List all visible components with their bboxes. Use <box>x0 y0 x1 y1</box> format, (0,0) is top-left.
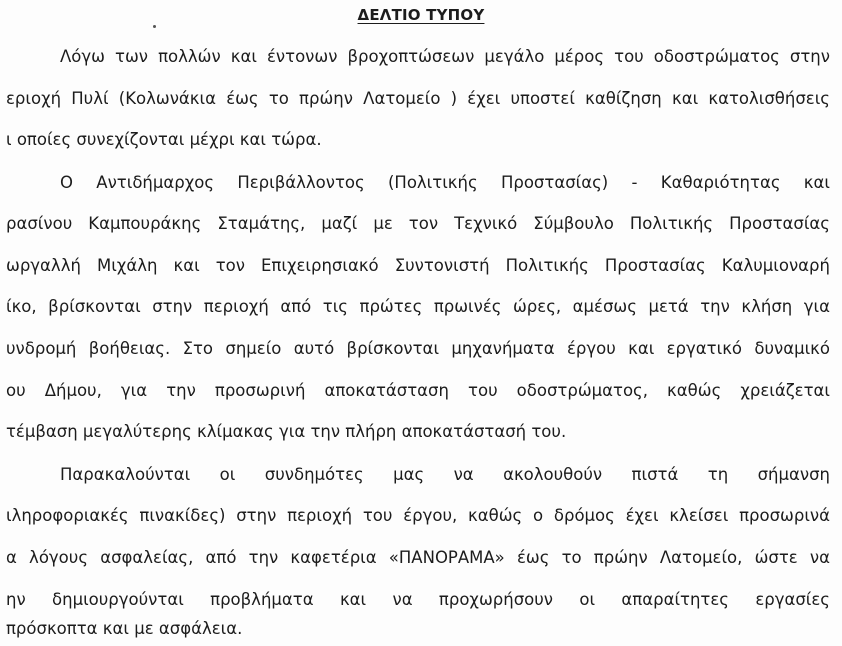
paragraph-3-line-3: α λόγους ασφαλείας, από την καφετέρια «ΠΑΝΟΡΑΜΑ» έως το πρώην Λατομείο, ώστε να <box>6 548 830 567</box>
paragraph-2-line-6: ου Δήμου, για την προσωρινή αποκατάσταση του οδοστρώματος, καθώς χρειάζεται <box>6 381 830 400</box>
paragraph-3-line-5: πρόσκοπτα και με ασφάλεια. <box>6 619 243 638</box>
paragraph-3-line-4: ην δημιουργούνται προβλήματα και να προχωρήσουν οι απαραίτητες εργασίες <box>6 590 830 609</box>
paragraph-2-line-5: υνδρομή βοήθειας. Στο σημείο αυτό βρίσκονται μηχανήματα έργου και εργατικό δυναμικό <box>6 339 830 358</box>
paragraph-2-line-1: Ο Αντιδήμαρχος Περιβάλλοντος (Πολιτικής Προστασίας) - Καθαριότητας και <box>60 173 830 192</box>
paragraph-1-line-2: εριοχή Πυλί (Κολωνάκια έως το πρώην Λατομείο ) έχει υποστεί καθίζηση και κατολισθήσεις <box>6 89 830 108</box>
paragraph-2-line-7: τέμβαση μεγαλύτερης κλίμακας για την πλήρη αποκατάστασή του. <box>6 422 567 441</box>
paragraph-2-line-3: ωργαλλή Μιχάλη και τον Επιχειρησιακό Συντονιστή Πολιτικής Προστασίας Καλυμιοναρή <box>6 256 830 275</box>
scan-speck <box>153 25 156 28</box>
paragraph-2-line-2: ρασίνου Καμπουράκης Σταμάτης, μαζί με τον Τεχνικό Σύμβουλο Πολιτικής Προστασίας <box>6 214 830 233</box>
paragraph-1-line-3: ι οποίες συνεχίζονται μέχρι και τώρα. <box>6 130 322 149</box>
paragraph-1-line-1: Λόγω των πολλών και έντονων βροχοπτώσεων μεγάλο μέρος του οδοστρώματος στην <box>60 47 830 66</box>
paragraph-3-line-1: Παρακαλούνται οι συνδημότες μας να ακολουθούν πιστά τη σήμανση <box>60 465 830 484</box>
document-title: ΔΕΛΤΙΟ ΤΥΠΟΥ <box>357 6 485 24</box>
paragraph-2-line-4: ίκο, βρίσκονται στην περιοχή από τις πρώτες πρωινές ώρες, αμέσως μετά την κλήση για <box>6 297 830 316</box>
paragraph-3-line-2: ιληροφοριακές πινακίδες) στην περιοχή του έργου, καθώς ο δρόμος έχει κλείσει προσωρινά <box>6 506 830 525</box>
